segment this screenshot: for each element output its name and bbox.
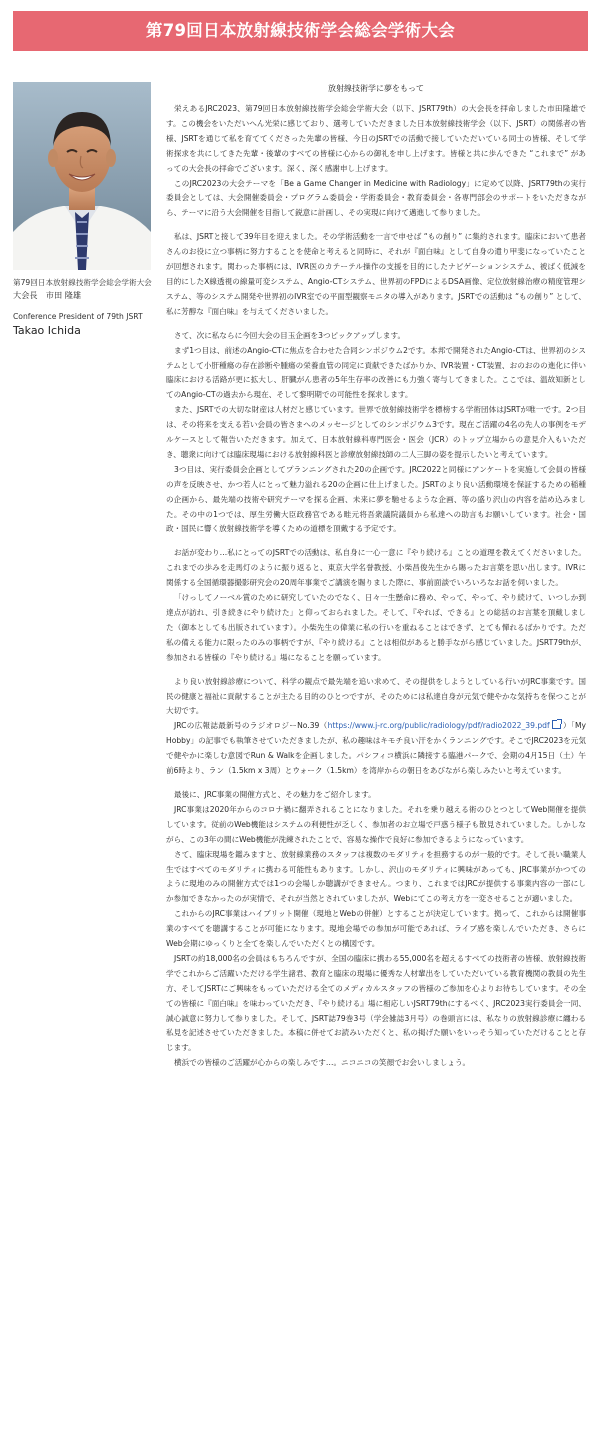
paragraph: 横浜での皆様のご活躍が心からの楽しみです…。ニコニコの笑顔でお会いしましょう。 xyxy=(174,1058,471,1068)
president-profile xyxy=(13,82,153,338)
president-title-en: Conference President of 79th JSRT xyxy=(13,312,143,321)
paragraph: JRC事業は2020年からのコロナ禍に翻弄されることになりました。それを乗り越える術のひとつとしてWeb開催を提供しています。従前のWeb機能はシステムの利便性が乏しく、参加者のお立場で戸惑う様子も散見されていました。しかしながら、この3年の間にWeb機能が洗練されたことで、容易な操作で良好に参加できるようになっています。 xyxy=(166,804,586,844)
paragraph: まず1つ目は、前述のAngio-CTに焦点を合わせた合同シンポジウム2です。本邦で開発されたAngio-CTは、世界初のシステムとして小肝種瘍の存在診断や腫瘍の栄養血管の同定に貢献できたばかりか、IVR装置・CT装置、おのおのの進化に伴い臨床における活路が更に拡大し、肝臓がん患者の5年生存率の改善にも力強く寄与してきました。ここでは、温故知新としてのAngio-CTの過去から現在、そして黎明期での可能性を探求します。 xyxy=(166,345,586,400)
paragraph: このJRC2023の大会テーマを「Be a Game Changer in Medicine with Radiology」に定めて以降、JSRT79thの実行委員会としては、大会開催委員会・プログラム委員会・学術委員会・教育委員会・各専門部会のサポートをいただきながら、テーマに沿う大会開催を目指して鋭意に計画し、その実現に向けて邁進して参りました。 xyxy=(166,178,586,218)
link-lead-text: JRCの広報誌最新号のラジオロジーNo.39（ xyxy=(174,721,328,731)
president-affiliation: 第79回日本放射線技術学会総会学術大会 xyxy=(13,278,152,287)
president-photo xyxy=(13,82,151,270)
link-trailing-text: ）「My Hobby」の記事でも執筆させていただきましたが、私の趣味はキモチ良い汗をかくランニングです。そこでJRC2023を元気で健やかに楽しむ意図でRun & Walkを企画しました。パシフィコ横浜に隣接する臨港パークで、会期の4月15日（土）午前6時より、ラン（1.5km x 3周）とウォーク（1.5km）を湾岸からの朝日をあびながら楽しみたいと考えています。 xyxy=(166,721,586,776)
paragraph: さて、次に私ならに今回大会の目玉企画を3つピックアップします。 xyxy=(174,330,406,340)
radiology-pdf-link[interactable]: https://www.j-rc.org/public/radiology/pdf/radio2022_39.pdf xyxy=(327,721,550,731)
president-name-en: Takao Ichida xyxy=(13,324,81,337)
paragraph: また、JSRTでの大切な財産は人材だと感じています。世界で放射線技術学を標榜する学術団体はJSRTが唯一です。2つ目は、その将来を支える若い会員の皆さまへのメッセージとしてのシンポジウム3です。現在ご活躍の4名の先人の事例をモデルケースとして報告いただきます。加えて、日本放射線科専門医会・医会（JCR）のトップ立場からの意見介入もいただき、聴衆に向けては臨床現場における放射線科医と診療放射線技師の二人三脚の姿を提示したいと考えています。 xyxy=(166,405,586,459)
paragraph: これからのJRC事業はハイブリット開催（現地とWebの併催）とすることが決定しています。拠って、これからは開催事業のすべてを聴講することが可能になります。現地会場での参加が可能であれば、ライブ感を楽しんでいただき、さらにWeb会期にゆっくりと全てを楽しんでいただくとの構図です。 xyxy=(166,909,586,949)
paragraph: JSRTの約18,000名の会員はもちろんですが、全国の臨床に携わる55,000名を超えるすべての技術者の皆様、放射線技術学でこれからご活躍いただける学生諸君、教育と臨床の現場に優秀な人材輩出をしていただいている教育機関の教員の先生方、そしてJSRTにご興味をもっていただける全てのメディカルスタッフの皆様のご参加を心よりお待ちしています。その全ての皆様に『面白味』を味わっていただき、『やり続ける』場に相応しいJSRT79thにするべく、JRC2023実行委員会一同、誠心誠意に努力して参りました。そして、JSRT誌79巻3号（学会雑誌3月号）の巻頭言には、私なりの放射線診療に纏わる私見を記述させていただきました。本稿に併せてお読みいただくと、私の掲げた願いをいっそう知っていただけることと存じます。 xyxy=(166,953,586,1053)
paragraph: 最後に、JRC事業の開催方式と、その魅力をご紹介します。 xyxy=(174,789,376,799)
article-title: 放射線技術学に夢をもって xyxy=(328,84,424,93)
banner-title: 第79回日本放射線技術学会総会学術大会 xyxy=(145,21,456,40)
greeting-article xyxy=(166,82,586,1071)
page-banner xyxy=(13,11,588,51)
paragraph: 「けっしてノーベル賞のために研究していたのでなく、日々一生懸命に務め、やって、やって、やり続けて、いつしか到達点が訪れ、引き続きにやり続けた」と仰っておられました。そして、『やれば、できる』との総括のお言葉を頂戴しました（御本としても出版されています）。小柴先生の偉業に私の行いを重ねることはできず、とても憚れるばかりです。ただ私の備える能力に限ったのみの事柄ですが、『やり続ける』ことは相似があると勝手ながら感じていました。JSRT79thが、参加される皆様の『やり続ける』場になることを願っています。 xyxy=(166,593,586,662)
president-role-name: 大会長 市田 隆雄 xyxy=(13,290,82,300)
portrait-illustration xyxy=(13,82,151,270)
external-link-icon[interactable] xyxy=(552,720,561,729)
paragraph: 3つ目は、実行委員会企画としてプランニングされた20の企画です。JRC2022と同様にアンケートを実施して会員の皆様の声を反映させ、かつ若人にとって魅力溢れる20の企画に仕上げました。JSRTのより良い活動環境を保証するための稲種の企画から、最先端の技術や研究テーマを探る企画、未来に夢を馳せるような企画、等の盛り沢山の内容を詰め込みました。その中の1つでは、厚生労働大臣政務官である畦元将吾衆議院議員から私達への助言もお願いしています。社会・国政・国民に響く放射線技術学を導くための道標を頂戴する予定です。 xyxy=(166,464,586,534)
paragraph: より良い放射線診療について、科学の観点で最先端を追い求めて、その提供をしようとしている行いがJRC事業です。国民の健康と福祉に貢献することが主たる目的のひとつですが、そのためには私達自身が元気で健やかな気持ちを保つことが大切です。 xyxy=(166,676,586,716)
paragraph: 栄えあるJRC2023、第79回日本放射線技術学会総会学術大会（以下、JSRT79th）の大会長を拝命しました市田隆雄です。この機会をいただいへん光栄に感じており、選考していただきました日本放射線技術学会（以下、JSRT）の関係者の皆様、JSRTを通じて私を育ててくださった先輩の皆様、今日のJSRTでの活動で接していただいている同士の皆様、そして学術探求を共にしてきた先輩・後輩のすべての皆様に心からの御礼を申し上げます。皆様と共に歩んできた “これまで” があっての大会長の拝命でございます。深く、深く感謝申し上げます。 xyxy=(166,104,586,173)
paragraph: さて、臨床現場を鑑みますと、放射線業務のスタッフは複数のモダリティを担務するのが一般的です。そして長い職業人生ではすべてのモダリティに携わる可能性もあります。しかし、沢山のモダリティに興味があっても、JRC事業がかつてのように現地のみの開催方式では1つの会場しか聴講ができません。つまり、これまではJRCが提供する事業内容の一部にしか参加できなかったのが実情で、それが当然とされていましたが、Webにてこの考え方を一変させることが適いました。 xyxy=(166,849,586,904)
paragraph-with-link xyxy=(166,719,586,779)
paragraph: 私は、JSRTと接して39年目を迎えました。その学術活動を一言で申せば “もの創り” に集約されます。臨床において患者さんのお役に立つ事柄に努力することを使命と考えると同時に、それが『面白味』として自身の遣り甲斐になっていたことが回想されます。関わった事柄には、IVR医のカテーテル操作の支援を目的にしたナビゲーションシステム、被ばく低減を目的にしたX線透視の線量可変システム、Angio-CTシステム、世界初のFPDによるDSA画像、定位放射線治療の精度管理システム、等のシステム開発や世界初のIVR室での平面型観察モニタの導入があります。JSRTでの活動は “もの創り” として、私に芳醇な『面白味』を与えてくださいました。 xyxy=(166,232,586,316)
paragraph: お話が変わり…私にとってのJSRTでの活動は、私自身に一心一意に『やり続ける』ことの道理を教えてくださいました。これまでの歩みを走馬灯のように振り返ると、東京大学名誉教授、小柴昌俊先生から賜ったお言葉を思い出します。IVRに関係する全国循環器撮影研究会の20周年事業でご講演を賜りました際に、事前面談でいろいろなお話を伺いました。 xyxy=(166,548,586,588)
